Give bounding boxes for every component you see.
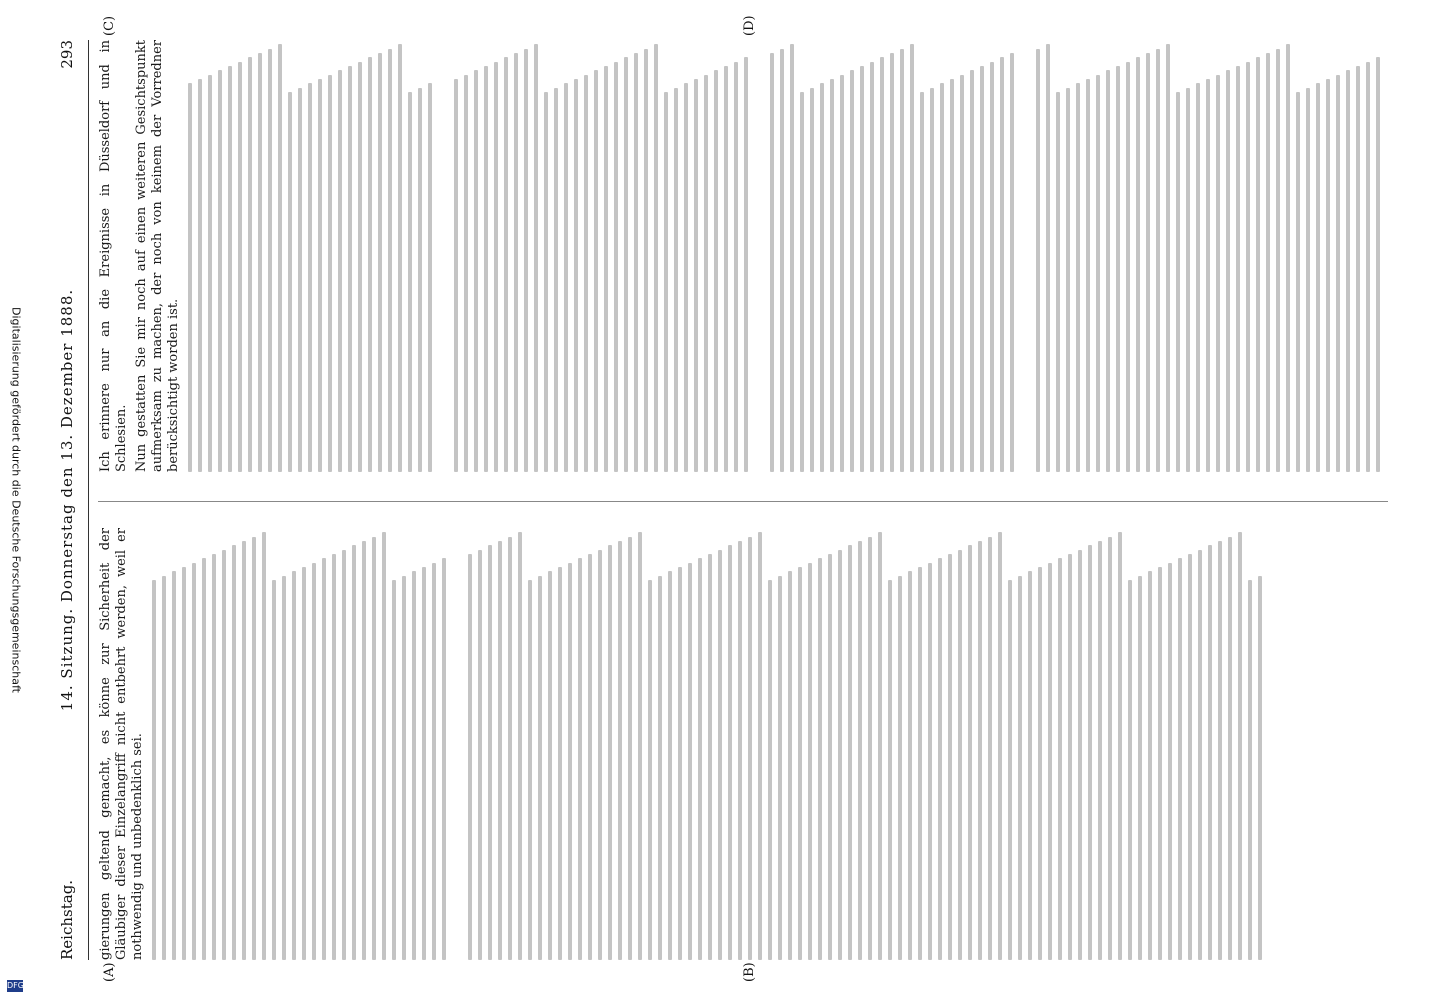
illegible-text-line bbox=[342, 550, 346, 960]
illegible-text-line bbox=[878, 532, 882, 960]
illegible-text-line bbox=[1376, 57, 1380, 472]
illegible-text-line bbox=[288, 92, 292, 472]
column-divider bbox=[98, 501, 1388, 502]
illegible-text-line bbox=[392, 580, 396, 960]
illegible-text-line bbox=[1126, 62, 1130, 472]
illegible-text-line bbox=[332, 554, 336, 960]
illegible-text-line bbox=[990, 62, 994, 472]
illegible-text-line bbox=[262, 532, 266, 960]
illegible-text-line bbox=[228, 66, 232, 472]
page-number: 293 bbox=[58, 40, 76, 69]
illegible-text-line bbox=[1038, 567, 1042, 960]
illegible-text-line bbox=[212, 554, 216, 960]
illegible-text-line bbox=[930, 88, 934, 472]
illegible-text-line bbox=[988, 537, 992, 960]
illegible-text-line bbox=[162, 576, 166, 960]
illegible-text-line bbox=[1166, 44, 1170, 472]
illegible-text-line bbox=[1238, 532, 1242, 960]
scanned-page bbox=[36, 0, 1432, 1000]
illegible-text-line bbox=[798, 567, 802, 960]
illegible-text-line bbox=[704, 75, 708, 472]
illegible-text-line bbox=[1010, 53, 1014, 472]
illegible-text-line bbox=[368, 57, 372, 472]
paragraph-gap bbox=[438, 40, 448, 472]
illegible-text-line bbox=[1028, 571, 1032, 960]
illegible-text-line bbox=[282, 576, 286, 960]
illegible-text-line bbox=[538, 576, 542, 960]
illegible-text-line bbox=[898, 576, 902, 960]
illegible-text-line bbox=[728, 545, 732, 960]
session-title: 14. Sitzung. Donnerstag den 13. Dezember 1888. bbox=[58, 288, 76, 712]
right-column bbox=[98, 40, 1388, 472]
illegible-text-line bbox=[428, 83, 432, 472]
illegible-text-line bbox=[1346, 70, 1350, 472]
credit-text: Digitalisierung gefördert durch die Deutsche Forschungsgemeinschaft bbox=[9, 307, 23, 693]
illegible-text-line bbox=[678, 567, 682, 960]
illegible-text-line bbox=[890, 53, 894, 472]
illegible-text-line bbox=[758, 532, 762, 960]
illegible-text-line bbox=[918, 567, 922, 960]
illegible-text-line bbox=[1068, 554, 1072, 960]
illegible-text-line bbox=[464, 75, 468, 472]
illegible-text-line bbox=[638, 532, 642, 960]
illegible-text-line bbox=[318, 79, 322, 472]
illegible-text-line bbox=[978, 541, 982, 960]
illegible-text-line bbox=[328, 75, 332, 472]
illegible-text-line bbox=[382, 532, 386, 960]
illegible-text-line bbox=[1146, 53, 1150, 472]
illegible-text-line bbox=[1218, 541, 1222, 960]
illegible-text-line bbox=[474, 70, 478, 472]
illegible-text-line bbox=[584, 75, 588, 472]
margin-marker-c: (C) bbox=[102, 15, 117, 36]
illegible-text-line bbox=[1188, 554, 1192, 960]
illegible-text-line bbox=[208, 75, 212, 472]
illegible-text-line bbox=[648, 580, 652, 960]
illegible-text-line bbox=[252, 537, 256, 960]
illegible-text-line bbox=[544, 92, 548, 472]
header-rule bbox=[88, 40, 89, 960]
illegible-text-line bbox=[718, 550, 722, 960]
running-head bbox=[58, 40, 82, 960]
illegible-text-line bbox=[1228, 537, 1232, 960]
illegible-text-line bbox=[968, 545, 972, 960]
illegible-text-line bbox=[838, 550, 842, 960]
illegible-text-line bbox=[1158, 567, 1162, 960]
illegible-text-line bbox=[858, 541, 862, 960]
illegible-text-line bbox=[272, 580, 276, 960]
illegible-text-line bbox=[518, 532, 522, 960]
illegible-text-line bbox=[960, 75, 964, 472]
illegible-text-line bbox=[1208, 545, 1212, 960]
illegible-text-line bbox=[1198, 550, 1202, 960]
illegible-text-line bbox=[770, 53, 774, 472]
illegible-text-line bbox=[1096, 75, 1100, 472]
illegible-text-line bbox=[938, 558, 942, 960]
illegible-text-line bbox=[488, 545, 492, 960]
illegible-text-line bbox=[668, 571, 672, 960]
illegible-text-line bbox=[218, 70, 222, 472]
illegible-text-line bbox=[714, 70, 718, 472]
illegible-text-line bbox=[800, 92, 804, 472]
illegible-text-line bbox=[298, 88, 302, 472]
illegible-text-line bbox=[908, 571, 912, 960]
illegible-text-line bbox=[1248, 580, 1252, 960]
illegible-text-line bbox=[608, 545, 612, 960]
illegible-text-line bbox=[1048, 563, 1052, 960]
illegible-text-line bbox=[238, 62, 242, 472]
illegible-text-line bbox=[830, 79, 834, 472]
illegible-text-line bbox=[958, 550, 962, 960]
illegible-text-line bbox=[1178, 558, 1182, 960]
illegible-text-line bbox=[422, 567, 426, 960]
illegible-text-line bbox=[598, 550, 602, 960]
illegible-text-line bbox=[1168, 563, 1172, 960]
digitization-credit bbox=[4, 0, 26, 1000]
illegible-text-line bbox=[1000, 57, 1004, 472]
illegible-text-line bbox=[614, 62, 618, 472]
illegible-text-line bbox=[378, 53, 382, 472]
illegible-text-line bbox=[778, 576, 782, 960]
illegible-text-line bbox=[524, 49, 528, 472]
illegible-text-line bbox=[514, 53, 518, 472]
illegible-text-line bbox=[688, 563, 692, 960]
illegible-text-line bbox=[818, 558, 822, 960]
paragraph-gap bbox=[1020, 40, 1030, 472]
illegible-text-line bbox=[192, 563, 196, 960]
illegible-text-line bbox=[1246, 62, 1250, 472]
illegible-text-line bbox=[362, 541, 366, 960]
illegible-text-line bbox=[1266, 53, 1270, 472]
illegible-text-line bbox=[574, 79, 578, 472]
illegible-text-line bbox=[840, 75, 844, 472]
illegible-text-line bbox=[1008, 580, 1012, 960]
rotated-page-content bbox=[36, 0, 1432, 1000]
illegible-text-line bbox=[484, 66, 488, 472]
illegible-text-line bbox=[724, 66, 728, 472]
illegible-text-line bbox=[242, 541, 246, 960]
illegible-text-line bbox=[1276, 49, 1280, 472]
illegible-text-line bbox=[674, 88, 678, 472]
illegible-text-line bbox=[188, 83, 192, 472]
illegible-text-line bbox=[352, 545, 356, 960]
right-column-section-b: Nun gestatten Sie mir noch auf einen weiteren Gesichtspunkt aufmerksam zu machen, der noch von keinem der Vorredner berücksichtigt worden ist. bbox=[134, 40, 181, 472]
illegible-text-line bbox=[498, 541, 502, 960]
illegible-text-line bbox=[1098, 541, 1102, 960]
illegible-text-line bbox=[1018, 576, 1022, 960]
illegible-text-line bbox=[1086, 79, 1090, 472]
illegible-text-line bbox=[358, 62, 362, 472]
illegible-text-line bbox=[1296, 92, 1300, 472]
illegible-text-line bbox=[744, 57, 748, 472]
left-column bbox=[98, 528, 1388, 960]
illegible-text-line bbox=[628, 537, 632, 960]
illegible-text-line bbox=[1116, 66, 1120, 472]
illegible-text-line bbox=[1236, 66, 1240, 472]
illegible-text-line bbox=[748, 537, 752, 960]
illegible-text-line bbox=[780, 49, 784, 472]
illegible-text-line bbox=[888, 580, 892, 960]
illegible-text-line bbox=[494, 62, 498, 472]
chamber-name: Reichstag. bbox=[58, 879, 76, 960]
illegible-text-line bbox=[900, 49, 904, 472]
illegible-text-line bbox=[828, 554, 832, 960]
illegible-text-line bbox=[202, 558, 206, 960]
illegible-text-line bbox=[870, 62, 874, 472]
illegible-text-line bbox=[558, 567, 562, 960]
illegible-text-line bbox=[684, 83, 688, 472]
dfg-logo-icon: DFG bbox=[7, 981, 24, 990]
illegible-text-line bbox=[1088, 545, 1092, 960]
illegible-text-line bbox=[940, 83, 944, 472]
illegible-text-line bbox=[868, 537, 872, 960]
paragraph-gap bbox=[452, 528, 462, 960]
illegible-text-line bbox=[564, 83, 568, 472]
illegible-text-line bbox=[624, 57, 628, 472]
illegible-text-line bbox=[948, 554, 952, 960]
illegible-text-line bbox=[928, 563, 932, 960]
illegible-text-line bbox=[1078, 550, 1082, 960]
illegible-text-line bbox=[998, 532, 1002, 960]
illegible-text-line bbox=[302, 567, 306, 960]
illegible-text-line bbox=[1226, 70, 1230, 472]
illegible-text-line bbox=[372, 537, 376, 960]
illegible-text-line bbox=[432, 563, 436, 960]
illegible-text-line bbox=[222, 550, 226, 960]
illegible-text-line bbox=[508, 537, 512, 960]
illegible-text-line bbox=[1076, 83, 1080, 472]
illegible-text-line bbox=[850, 70, 854, 472]
illegible-text-line bbox=[1216, 75, 1220, 472]
illegible-text-line bbox=[738, 541, 742, 960]
illegible-text-line bbox=[1206, 79, 1210, 472]
illegible-text-line bbox=[644, 49, 648, 472]
illegible-text-line bbox=[534, 44, 538, 472]
illegible-text-line bbox=[970, 70, 974, 472]
illegible-text-line bbox=[820, 83, 824, 472]
illegible-text-line bbox=[1108, 537, 1112, 960]
illegible-text-line bbox=[1036, 49, 1040, 472]
illegible-text-line bbox=[1118, 532, 1122, 960]
illegible-text-line bbox=[528, 580, 532, 960]
illegible-text-line bbox=[1336, 75, 1340, 472]
illegible-text-line bbox=[412, 571, 416, 960]
illegible-text-line bbox=[594, 70, 598, 472]
illegible-text-line bbox=[604, 66, 608, 472]
illegible-text-line bbox=[1326, 79, 1330, 472]
illegible-text-line bbox=[548, 571, 552, 960]
illegible-text-line bbox=[920, 92, 924, 472]
left-column-opening: gierungen geltend gemacht, es könne zur Sicherheit der Gläubiger dieser Einzelangriff nicht entbehrt werden, weil er nothwendig und unbedenklich sei. bbox=[98, 528, 145, 960]
margin-marker-a: (A) bbox=[102, 962, 117, 982]
illegible-text-line bbox=[634, 53, 638, 472]
illegible-text-line bbox=[454, 79, 458, 472]
illegible-text-line bbox=[708, 554, 712, 960]
illegible-text-line bbox=[1286, 44, 1290, 472]
illegible-text-line bbox=[442, 558, 446, 960]
illegible-text-line bbox=[1186, 88, 1190, 472]
illegible-text-line bbox=[768, 580, 772, 960]
illegible-text-line bbox=[1356, 66, 1360, 472]
illegible-text-line bbox=[232, 545, 236, 960]
illegible-text-line bbox=[1306, 88, 1310, 472]
illegible-text-line bbox=[810, 88, 814, 472]
illegible-text-line bbox=[504, 57, 508, 472]
illegible-text-line bbox=[880, 57, 884, 472]
illegible-text-line bbox=[308, 83, 312, 472]
illegible-text-line bbox=[568, 563, 572, 960]
illegible-text-line bbox=[698, 558, 702, 960]
illegible-text-line bbox=[618, 541, 622, 960]
illegible-text-line bbox=[654, 44, 658, 472]
illegible-text-line bbox=[478, 550, 482, 960]
illegible-text-line bbox=[578, 558, 582, 960]
illegible-text-line bbox=[1196, 83, 1200, 472]
illegible-text-line bbox=[554, 88, 558, 472]
illegible-text-line bbox=[1366, 62, 1370, 472]
illegible-text-line bbox=[1056, 92, 1060, 472]
illegible-text-line bbox=[398, 44, 402, 472]
margin-marker-b: (B) bbox=[742, 962, 757, 982]
illegible-text-line bbox=[418, 88, 422, 472]
illegible-text-line bbox=[808, 563, 812, 960]
illegible-text-line bbox=[268, 49, 272, 472]
illegible-text-line bbox=[790, 44, 794, 472]
illegible-text-line bbox=[402, 576, 406, 960]
illegible-text-line bbox=[1066, 88, 1070, 472]
illegible-text-line bbox=[278, 44, 282, 472]
illegible-text-line bbox=[322, 558, 326, 960]
right-column-opening: Ich erinnere nur an die Ereignisse in Düsseldorf und in Schlesien. bbox=[98, 40, 129, 472]
illegible-text-line bbox=[910, 44, 914, 472]
illegible-text-line bbox=[1106, 70, 1110, 472]
illegible-text-line bbox=[1176, 92, 1180, 472]
illegible-text-line bbox=[694, 79, 698, 472]
illegible-text-line bbox=[198, 79, 202, 472]
illegible-text-line bbox=[1138, 576, 1142, 960]
illegible-text-line bbox=[848, 545, 852, 960]
illegible-text-line bbox=[1058, 558, 1062, 960]
illegible-text-line bbox=[734, 62, 738, 472]
illegible-text-line bbox=[1136, 57, 1140, 472]
illegible-text-line bbox=[248, 57, 252, 472]
illegible-text-line bbox=[788, 571, 792, 960]
margin-marker-d: (D) bbox=[742, 15, 757, 36]
illegible-text-line bbox=[588, 554, 592, 960]
illegible-text-line bbox=[980, 66, 984, 472]
illegible-text-line bbox=[1316, 83, 1320, 472]
illegible-text-line bbox=[1258, 576, 1262, 960]
illegible-text-line bbox=[1156, 49, 1160, 472]
illegible-text-line bbox=[658, 576, 662, 960]
illegible-text-line bbox=[292, 571, 296, 960]
illegible-text-line bbox=[950, 79, 954, 472]
illegible-text-line bbox=[1046, 44, 1050, 472]
illegible-text-line bbox=[408, 92, 412, 472]
illegible-text-line bbox=[348, 66, 352, 472]
illegible-text-line bbox=[258, 53, 262, 472]
illegible-text-line bbox=[338, 70, 342, 472]
illegible-text-line bbox=[1128, 580, 1132, 960]
illegible-text-line bbox=[1256, 57, 1260, 472]
illegible-text-line bbox=[860, 66, 864, 472]
illegible-text-line bbox=[312, 563, 316, 960]
illegible-text-line bbox=[172, 571, 176, 960]
illegible-text-line bbox=[664, 92, 668, 472]
illegible-text-line bbox=[182, 567, 186, 960]
illegible-text-line bbox=[1148, 571, 1152, 960]
illegible-text-line bbox=[468, 554, 472, 960]
illegible-text-line bbox=[388, 49, 392, 472]
paragraph-gap bbox=[754, 40, 764, 472]
illegible-text-line bbox=[152, 580, 156, 960]
